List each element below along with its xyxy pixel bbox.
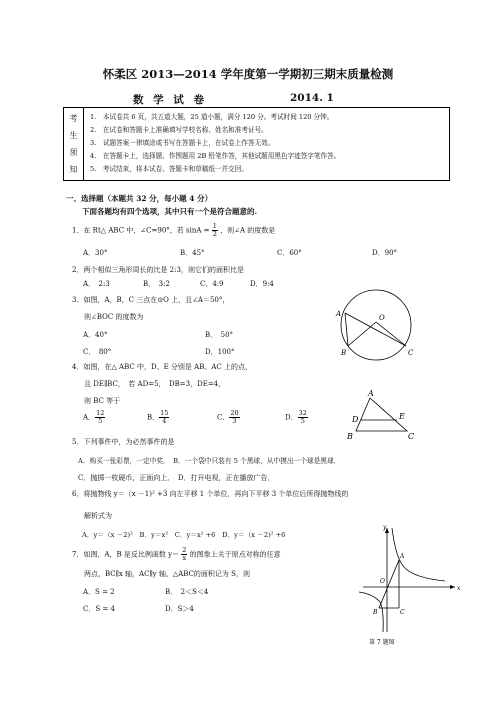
q4-option-a: [83, 410, 105, 425]
question-6: 6．将抛物线 y＝（x －1)² +3 向左平移 1 个单位，再向下平移 3 个单位后所得抛物线的: [72, 490, 349, 498]
notice-item: 5. 考试结束，将本试卷、答题卡和草稿纸一并交回。: [90, 165, 248, 173]
label-d: D: [352, 415, 359, 424]
q2-option-c: C．4:9: [200, 280, 224, 288]
notice-item: 4. 在答题卡上，选择题、作图题用 2B 铅笔作答，其他试题用黑色字迹签字笔作答。: [90, 152, 341, 160]
question-4-line2: 且 DE∥BC， 若 AD=5， DB=3，DE=4，: [84, 380, 226, 388]
q7-option-d: D．S＞4: [165, 605, 194, 613]
question-4: 4．如图，在△ ABC 中，D、E 分别是 AB、AC 上的点，: [72, 363, 252, 371]
label-c: C: [408, 432, 415, 441]
q4-b-num: 15: [160, 409, 169, 417]
q4-c-den: 3: [232, 417, 237, 425]
q3-option-d: D．100°: [205, 348, 235, 356]
q4-a-num: 12: [96, 409, 105, 417]
q4-d-num: 32: [298, 409, 307, 417]
q1-num: 1: [212, 222, 217, 230]
candidate-notice-box: [63, 107, 450, 181]
q6-options: A．y＝（x －2)² B．y＝x² C．y＝x² +6 D．y＝（x －2)² +6: [82, 531, 286, 539]
q4-option-c-fraction: [229, 410, 239, 425]
q3-option-a: A．40°: [83, 331, 108, 339]
question-7: [72, 547, 281, 562]
label-b: B: [347, 432, 353, 441]
section-title: 一、选择题（本题共 32 分，每小题 4 分）: [66, 194, 213, 203]
q5-options-ab: A．购买一张彩票，一定中奖． B．一个袋中只装有 5 个黑球，从中摸出一个球是黑球．: [78, 457, 341, 465]
label-a: A: [400, 553, 405, 560]
q4-option-d: [285, 410, 308, 425]
q4-a-den: 5: [98, 417, 103, 425]
label-o: O: [379, 314, 385, 322]
question-3: 3．如图，A，B，C 三点在⊙O 上，且∠A＝50°，: [72, 296, 230, 304]
q1-stem-end: ，则∠A 的度数是: [220, 226, 276, 235]
q1-option-c: C．60°: [277, 249, 302, 257]
label-y: y: [383, 524, 387, 531]
q4-option-b-label: B．: [147, 413, 160, 422]
q7-stem-end: 的图象上关于原点对称的任意: [189, 550, 281, 559]
q1-den: 2: [212, 230, 217, 238]
q7-hyperbola-figure: [355, 520, 465, 650]
notice-head-char: 考: [69, 114, 78, 123]
q1-option-b: B．45°: [180, 249, 205, 257]
subject-title: 数 学 试 卷: [133, 94, 207, 106]
hyperbola-branch-2: [359, 592, 383, 632]
question-1: [72, 223, 275, 238]
q7-stem: 7．如图，A，B 是反比例函数 y＝: [72, 550, 180, 559]
q5-options-cd: C．抛掷一枚硬币，正面向上． D．打开电视，正在播放广告．: [78, 474, 275, 482]
label-e: E: [399, 412, 405, 421]
q3-circle-figure: [325, 285, 425, 375]
notice-head: [64, 108, 84, 180]
x-axis-arrow: [450, 585, 455, 589]
notice-head-char: 须: [69, 148, 78, 157]
q4-b-den: 4: [162, 417, 167, 425]
label-o: O: [380, 578, 385, 585]
notice-head-char: 生: [69, 131, 78, 140]
q3-option-b: B． 50°: [205, 331, 234, 339]
q7-fraction: [181, 547, 187, 562]
q4-option-b: [147, 410, 169, 425]
q4-option-d-label: D．: [285, 413, 298, 422]
question-7-line2: 两点，BC∥x 轴，AC∥y 轴，△ABC的面积记为 S，则: [84, 570, 250, 578]
q1-option-d: D．90°: [372, 249, 398, 257]
section-instruction: 下面各题均有四个选项，其中只有一个是符合题意的.: [82, 207, 258, 216]
q2-option-a: A． 2:3: [83, 280, 110, 288]
label-c: C: [400, 609, 405, 616]
figure-caption: 第 7 题图: [369, 639, 395, 646]
q4-option-c: [217, 410, 240, 425]
page-title: 怀柔区 2013—2014 学年度第一学期初三期末质量检测: [102, 67, 394, 81]
q7-option-b: B． 2＜S＜4: [165, 588, 209, 596]
q1-option-a: A．30°: [83, 249, 108, 257]
q2-option-d: D．9:4: [250, 280, 274, 288]
label-b: B: [341, 349, 347, 357]
q4-option-a-fraction: [95, 410, 105, 425]
q7-option-c: C．S = 4: [83, 605, 115, 613]
question-5: 5．下列事件中，为必然事件的是: [72, 438, 175, 446]
question-6-line2: 解析式为: [84, 512, 112, 520]
q7-option-a: A．S = 2: [83, 588, 115, 596]
label-a: A: [368, 389, 374, 398]
q2-option-b: B． 3:2: [143, 280, 170, 288]
notice-item: 3. 试题答案一律填涂或书写在答题卡上，在试卷上作答无效。: [90, 139, 275, 147]
question-2: 2．两个相似三角形周长的比是 2:3，则它们的面积比是: [72, 266, 244, 274]
q4-d-den: 5: [300, 417, 305, 425]
q4-option-b-fraction: [159, 410, 169, 425]
segment-ob: [348, 322, 376, 346]
q4-triangle-figure: [340, 385, 420, 445]
q4-option-d-fraction: [298, 410, 308, 425]
q7-num: 2: [182, 546, 187, 554]
q4-c-num: 20: [230, 409, 239, 417]
q3-option-c: C． 80°: [83, 348, 112, 356]
question-4-line3: 则 BC 等于: [84, 397, 121, 405]
notice-items: [90, 111, 340, 176]
q1-fraction: [212, 223, 218, 238]
exam-date: 2014. 1: [290, 92, 334, 104]
label-x: x: [457, 585, 461, 592]
q1-stem: 1．在 Rt△ ABC 中，∠C=90°，若 sinA =: [72, 226, 210, 235]
label-c: C: [408, 349, 414, 357]
circle-o: [341, 290, 411, 360]
q4-option-a-label: A．: [83, 413, 96, 422]
label-b: B: [373, 609, 378, 616]
notice-item: 2. 在试卷和答题卡上准确填写学校名称、姓名和准考证号。: [90, 126, 268, 134]
question-3-line2: 则∠BOC 的度数为: [84, 313, 144, 321]
notice-item: 1. 本试卷共 6 页，共五道大题，25 道小题，满分 120 分。考试时间 120 分钟。: [90, 113, 334, 121]
segment-ab: [345, 313, 348, 346]
notice-head-char: 知: [69, 165, 78, 174]
segment-oc: [376, 322, 406, 346]
label-a: A: [336, 310, 342, 318]
q7-den: x: [182, 554, 187, 562]
q4-option-c-label: C．: [217, 413, 230, 422]
